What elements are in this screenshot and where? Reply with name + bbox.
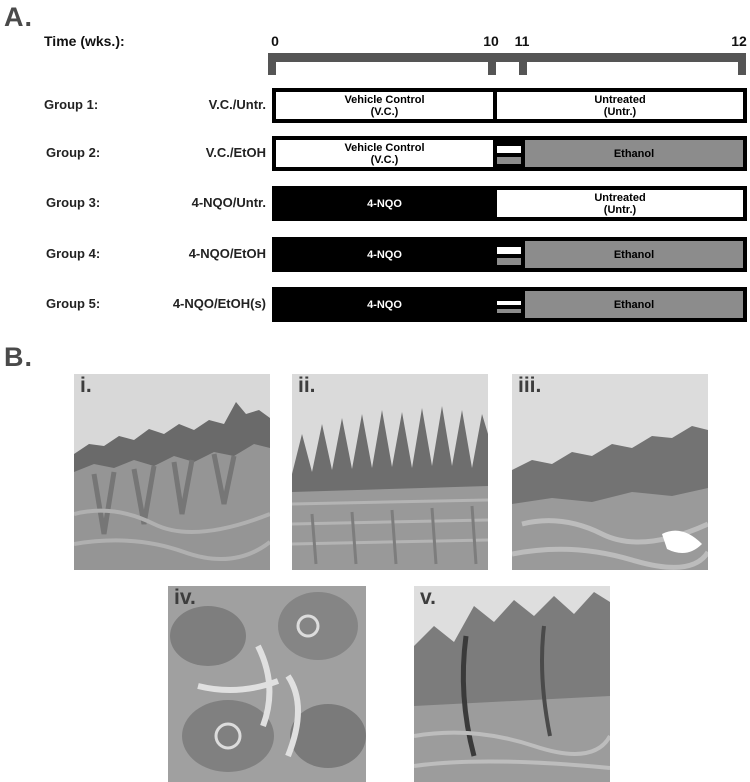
segment-label-line1: Untreated [594,191,646,204]
segment-label-line1: Ethanol [613,298,655,311]
group-label-4: Group 4: [46,246,101,261]
micrograph-iv [168,586,366,782]
segment-label-line2: (Untr.) [603,203,637,216]
time-axis-label: Time (wks.): [44,33,125,49]
group-condition-2: V.C./EtOH [205,145,266,160]
group-4-segment-2 [525,241,743,268]
segment-label-line1: 4-NQO [367,298,402,311]
segment-label-line1: Ethanol [613,147,655,160]
micrograph-iii [512,374,708,570]
group-label-2: Group 2: [46,145,101,160]
group-label-3: Group 3: [46,195,101,210]
segment-label-line2: (V.C.) [370,153,399,166]
gap-marker-gray [497,309,521,313]
tick-label-10: 10 [483,33,499,49]
segment-label-line2: (V.C.) [370,105,399,118]
micrograph-ii [292,374,488,570]
group-condition-5: 4-NQO/EtOH(s) [172,296,266,311]
panel-b-letter: B. [4,342,33,372]
group-timeline-bar-5 [272,287,747,322]
gap-marker-gray [497,258,521,265]
group-3-segment-1 [276,190,493,217]
gap-marker-white [497,146,521,153]
gap-marker-white [497,301,521,305]
group-label-5: Group 5: [46,296,101,311]
group-label-1: Group 1: [44,97,99,112]
group-timeline-bar-3 [272,186,747,221]
group-2-segment-2 [525,140,743,167]
tick-label-0: 0 [271,33,279,49]
tick-label-11: 11 [514,33,530,49]
segment-label-line1: Vehicle Control [344,141,425,154]
group-condition-3: 4-NQO/Untr. [191,195,266,210]
segment-label-line1: Vehicle Control [344,93,425,106]
group-3-segment-2 [497,190,743,217]
segment-label-line1: Ethanol [613,248,655,261]
tick-label-12: 12 [731,33,747,49]
timeline-bracket [0,0,750,80]
segment-label-line1: Untreated [594,93,646,106]
panel-a-letter: A. [4,2,33,32]
micrograph-v [414,586,610,782]
micrograph-i [74,374,270,570]
group-condition-1: V.C./Untr. [208,97,266,112]
gap-marker-gray [497,157,521,164]
group-timeline-bar-1 [272,88,747,123]
micrograph-label-iii: iii. [518,374,542,397]
micrograph-label-iv: iv. [174,586,196,609]
group-5-segment-2 [525,291,743,318]
group-4-segment-1 [276,241,493,268]
gap-marker-white [497,247,521,254]
micrograph-label-i: i. [80,374,92,397]
micrograph-label-ii: ii. [298,374,316,397]
segment-label-line1: 4-NQO [367,197,402,210]
group-2-segment-1 [276,140,493,167]
segment-label-line1: 4-NQO [367,248,402,261]
group-1-segment-2 [497,92,743,119]
group-timeline-bar-2 [272,136,747,171]
micrograph-label-v: v. [420,586,436,609]
group-condition-4: 4-NQO/EtOH [188,246,266,261]
segment-label-line2: (Untr.) [603,105,637,118]
group-1-segment-1 [276,92,493,119]
group-5-segment-1 [276,291,493,318]
group-timeline-bar-4 [272,237,747,272]
